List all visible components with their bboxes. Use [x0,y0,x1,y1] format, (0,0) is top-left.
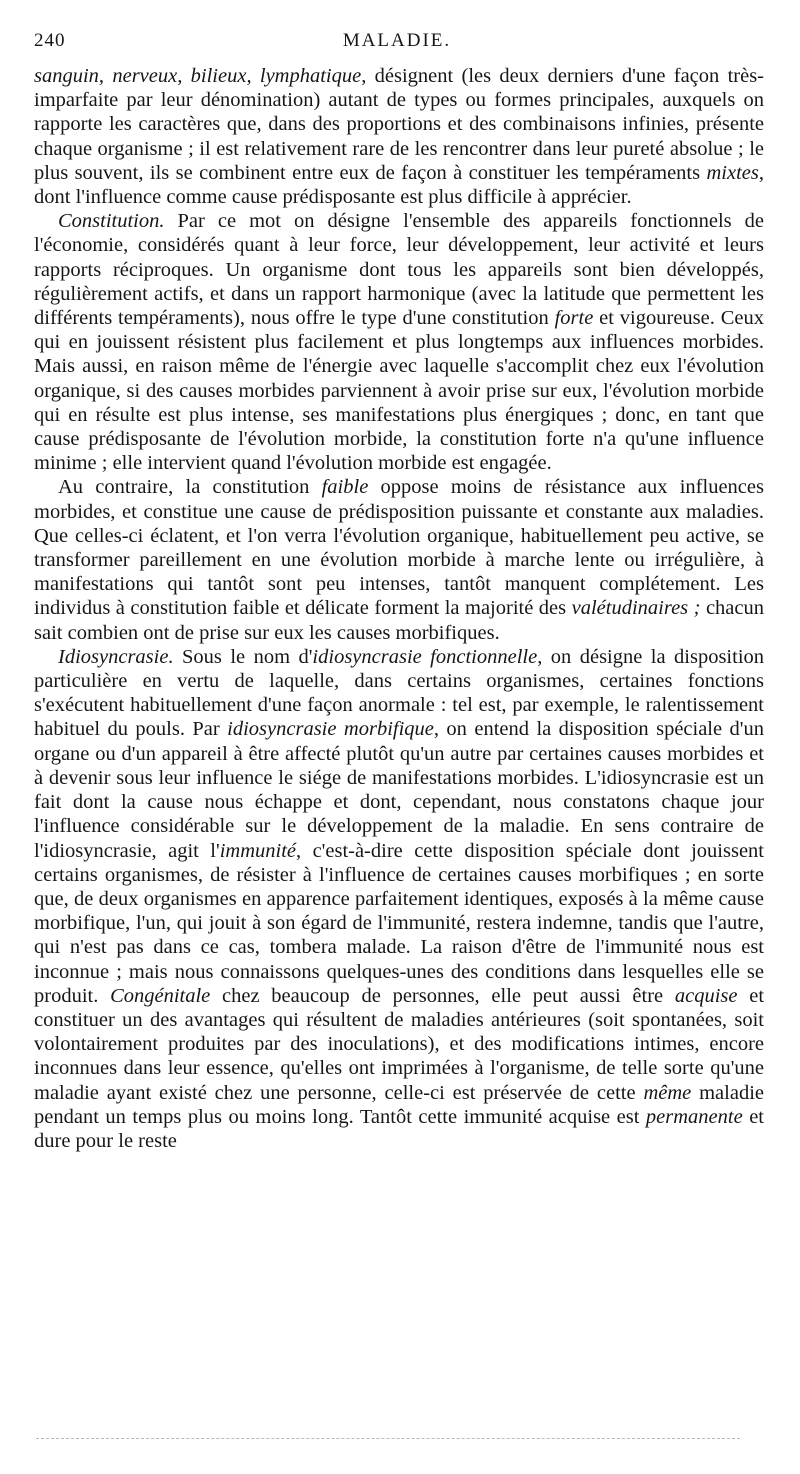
italic-text: immunité [219,839,296,862]
paragraph-p1 [34,64,764,209]
text-run: Au contraire, la constitution [58,476,322,499]
text-run: maladie pendant un temps plus ou moins long. Tantôt cette immunité acquise est [34,1081,764,1128]
paragraph-p3 [34,475,764,644]
text-run: , c'est-à-dire cette disposition spéciale dont jouissent certains organismes, de résister à l'influence de certaines causes morbifiques ; en sorte que, de deux organismes en apparence parfaitement identiques, exposés à la même cause morbifique, l'un, qui jouit à son égard de l'immunité, restera indemne, tandis que l'autre, qui n'est pas dans ce cas, tombera malade. La raison d'être de l'immunité nous est inconnue ; mais nous connaissons quelques-unes des conditions dans lesquelles elle se produit. [34,839,764,1007]
text-run: chacun sait combien ont de prise sur eux les causes morbifiques. [34,597,765,644]
running-head [34,30,760,60]
text-run: Sous le nom d' [173,645,313,668]
italic-text: permanente [645,1105,743,1128]
text-run: et vigoureuse. Ceux qui en jouissent résistent plus facilement et plus longtemps aux influences morbides. Mais aussi, en raison même de l'énergie avec laquelle s'accomplit chez eux l'évolution organique, si des causes morbides parviennent à avoir prise sur eux, l'évolution morbide qui en résulte est plus intense, ses manifestations plus énergiques ; donc, en tant que cause prédisposante de l'évolution morbide, la constitution forte n'a qu'une influence minime ; elle intervient quand l'évolution morbide est engagée. [34,307,765,475]
italic-text: faible [321,476,369,499]
italic-text: Congénitale [110,984,211,1007]
italic-text: forte [554,307,594,330]
italic-text: valétudinaires ; [571,597,701,620]
running-title: MALADIE. [342,30,452,51]
paragraph-p2 [34,209,764,475]
text-run: , on entend la disposition spéciale d'un organe ou d'un appareil à être affecté plutôt qu'un autre par certaines causes morbides et à devenir sous leur influence le siége de manifestations morbides. L'idiosyncrasie est un fait dont la cause nous échappe et dont, cependant, nous constatons chaque jour l'influence considérable sur le développement de la maladie. En sens contraire de l'idiosyncrasie, agit l' [34,718,764,862]
text-run: et constituer un des avantages qui résultent de maladies antérieures (soit spontanées, soit volontairement produites par des inoculations), et des modifications intimes, encore inconnues dans leur essence, qu'elles ont imprimées à l'organisme, de telle sorte qu'une maladie ayant existé chez une personne, celle-ci est préservée de cette [34,984,765,1104]
body-text [34,64,764,1153]
text-run: , dont l'influence comme cause prédisposante est plus difficile à apprécier. [34,161,764,209]
page-number: 240 [34,30,66,51]
text-run: chez beaucoup de personnes, elle peut aussi être [210,984,675,1007]
paragraph-p4 [34,645,764,1153]
italic-text: Constitution. [58,210,165,233]
italic-text: Idiosyncrasie. [58,645,174,668]
italic-text: sanguin, nerveux, bilieux, lymphatique [34,65,362,87]
text-run: , on désigne la disposition particulière en vertu de laquelle, dans certains organismes, certaines fonctions s'exécutent habituellement d'une façon anormale : tel est, par exemple, le ralentissement habituel du pouls. Par [34,645,765,741]
italic-text: mixtes [706,161,759,184]
italic-text: idiosyncrasie fonctionnelle [312,645,538,668]
text-run: , désignent (les deux derniers d'une façon très-imparfaite par leur dénomination) autant de types ou formes principales, auxquels on rapporte les caractères que, dans des proportions et des combinaisons infinies, présente chaque organisme ; il est relativement rare de les rencontrer dans leur pureté absolue ; le plus souvent, ils se combinent entre eux de façon à constituer les tempéraments [34,65,765,184]
italic-text: idiosyncrasie morbifique [227,718,434,741]
italic-text: acquise [674,984,738,1007]
text-run: et dure pour le reste [34,1105,764,1152]
text-run: Par ce mot on désigne l'ensemble des appareils fonctionnels de l'économie, considérés quant à leur force, leur développement, leur activité et leurs rapports réciproques. Un organisme dont tous les appareils sont bien développés, régulièrement actifs, et dans un rapport harmonique (avec la latitude que permettent les différents tempéraments), nous offre le type d'une constitution [34,210,764,330]
footer-rule [36,1438,740,1439]
text-run: oppose moins de résistance aux influences morbides, et constitue une cause de prédisposition puissante et constante aux maladies. Que celles-ci éclatent, et l'on verra l'évolution organique, habituellement peu active, se transformer pareillement en une évolution morbide à marche lente ou irrégulière, à manifestations qui tantôt sont peu intenses, tantôt manquent complétement. Les individus à constitution faible et délicate forment la majorité des [34,476,764,620]
italic-text: même [643,1081,692,1104]
